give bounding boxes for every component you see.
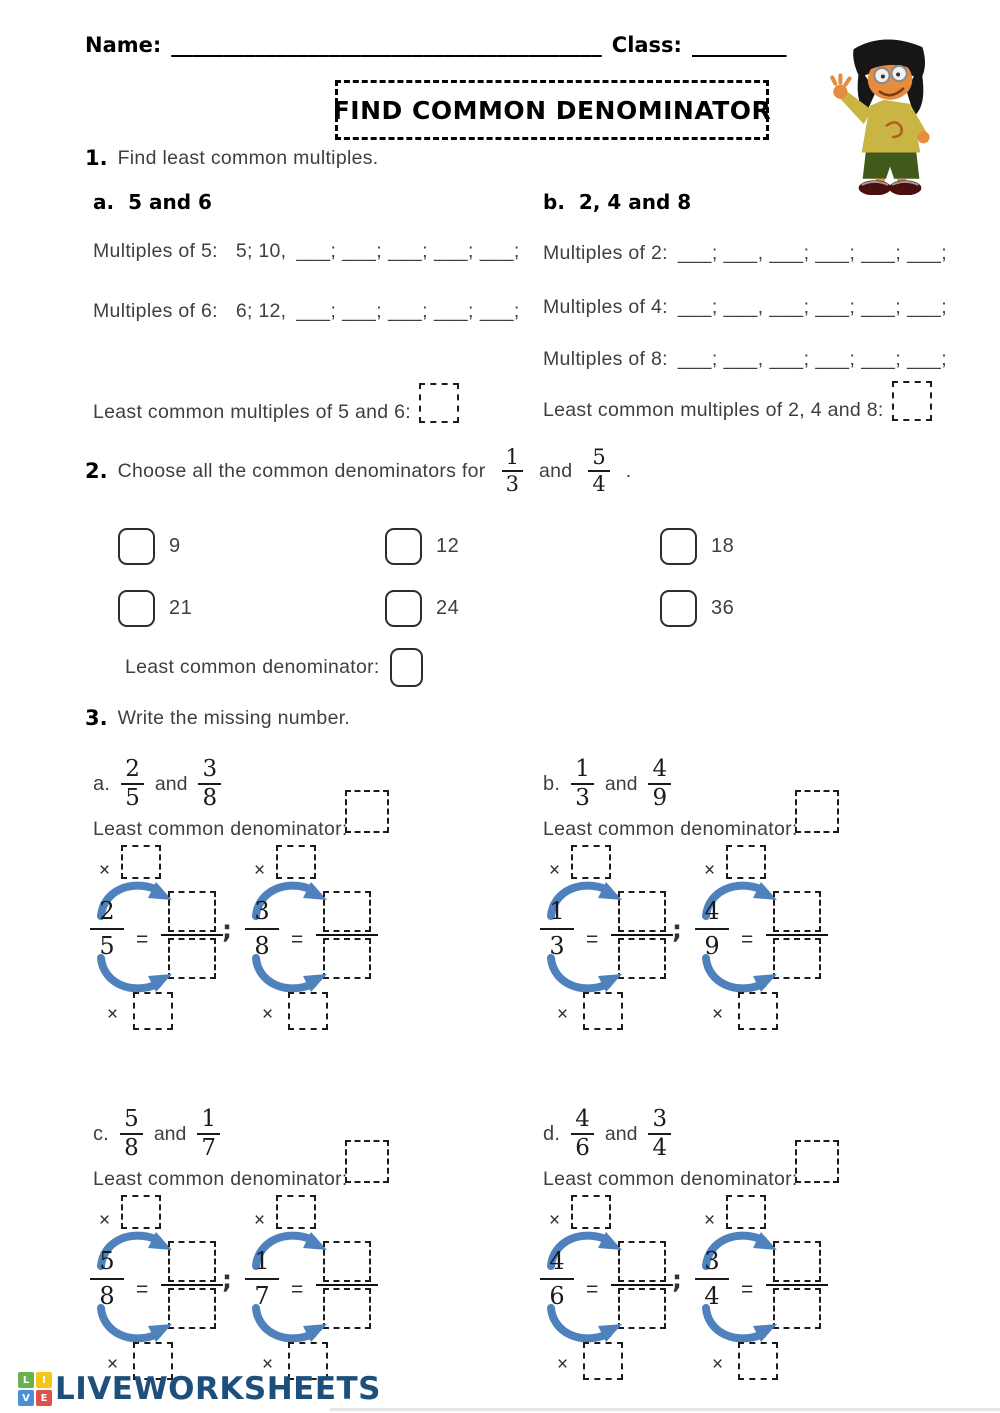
lcm-answer-box[interactable] — [419, 383, 459, 423]
part-header — [543, 1092, 993, 1176]
class-blank-field[interactable]: _________ — [691, 33, 787, 57]
lcd-answer-box[interactable] — [345, 1140, 389, 1183]
multiplier-answer-box[interactable] — [571, 845, 611, 879]
multiplier-answer-box[interactable] — [726, 845, 766, 879]
and-label: and — [153, 1122, 187, 1145]
conversion-diagram — [543, 845, 973, 1045]
multiplier-answer-box[interactable] — [571, 1195, 611, 1229]
fill-in-blanks[interactable]: ___; ___, ___; ___; ___; ___; — [677, 296, 948, 318]
exercise-3a — [93, 742, 543, 1052]
fraction-bar — [611, 934, 673, 936]
lcm-label: Least common multiples of 2, 4 and 8: — [543, 398, 884, 421]
page-edge-artifact — [330, 1408, 1000, 1411]
lcd-label: Least common denominator: — [543, 1168, 798, 1190]
conversion-diagram — [93, 1195, 523, 1395]
multiplier-answer-box[interactable] — [276, 1195, 316, 1229]
numerator-answer-box[interactable] — [618, 1241, 666, 1282]
multiples-label: Multiples of 4: — [543, 296, 668, 318]
multiplier-answer-box[interactable] — [583, 992, 623, 1030]
multiplier-answer-box[interactable] — [738, 1342, 778, 1380]
multiply-sign: × — [99, 860, 111, 881]
exercise-3b — [543, 742, 993, 1052]
name-blank-field[interactable]: _________________________________________ — [171, 33, 602, 57]
section-2-title: Choose all the common denominators for — [117, 459, 486, 482]
equals-sign: = — [291, 928, 304, 951]
checkbox[interactable] — [660, 528, 697, 565]
semicolon-separator: ; — [222, 915, 232, 944]
lcd-answer-box[interactable] — [390, 648, 423, 687]
period: . — [625, 459, 632, 482]
lcd-answer-box[interactable] — [795, 1140, 839, 1183]
logo-tiles — [18, 1372, 52, 1406]
fraction-bar — [161, 1284, 223, 1286]
multiples-label: Multiples of 5: — [93, 240, 218, 262]
checkbox[interactable] — [118, 528, 155, 565]
fraction-bar — [766, 934, 828, 936]
multiply-sign: × — [557, 1004, 569, 1025]
lcd-answer-box[interactable] — [795, 790, 839, 833]
and-label: and — [154, 772, 188, 795]
cartoon-kid-illustration — [823, 33, 955, 195]
part-header — [93, 1092, 543, 1176]
exercise-1a-heading — [93, 190, 212, 214]
worksheet-title: FIND COMMON DENOMINATOR — [335, 80, 769, 140]
multiply-sign: × — [549, 860, 561, 881]
multiply-sign: × — [262, 1354, 274, 1375]
numerator-answer-box[interactable] — [168, 891, 216, 932]
numerator-answer-box[interactable] — [323, 1241, 371, 1282]
numerator-answer-box[interactable] — [323, 891, 371, 932]
fill-in-blanks[interactable]: ___; ___; ___; ___; ___; — [296, 300, 520, 322]
multiply-sign: × — [704, 860, 716, 881]
section-1-title: Find least common multiples. — [117, 146, 379, 169]
multiply-sign: × — [704, 1210, 716, 1231]
part-header — [543, 742, 993, 826]
lcm-label: Least common multiples of 5 and 6: — [93, 400, 412, 423]
fill-in-blanks[interactable]: ___; ___; ___; ___; ___; — [296, 240, 520, 262]
semicolon-separator: ; — [222, 1265, 232, 1294]
part-header — [93, 742, 543, 826]
multiply-sign: × — [262, 1004, 274, 1025]
logo-tile: L — [18, 1372, 34, 1388]
item-a-numbers: 5 and 6 — [128, 190, 212, 214]
name-class-row — [85, 33, 786, 57]
conversion-diagram — [543, 1195, 973, 1395]
fraction-conversion-unit — [540, 1195, 675, 1390]
multiplier-answer-box[interactable] — [738, 992, 778, 1030]
fraction-conversion-unit — [695, 1195, 830, 1390]
and-label: and — [604, 1122, 638, 1145]
part-label: a. — [93, 772, 111, 795]
multiply-sign: × — [712, 1004, 724, 1025]
fraction: $\frac{1}{7}$ — [197, 1107, 220, 1162]
fraction: $\frac{3}{8}$ — [198, 757, 221, 812]
multiples-line — [93, 300, 520, 323]
exercise-3d — [543, 1092, 993, 1402]
multiply-sign: × — [557, 1354, 569, 1375]
logo-tile: V — [18, 1390, 34, 1406]
source-fraction: $\frac{3}{4}$ — [695, 1248, 729, 1310]
semicolon-separator: ; — [672, 1265, 682, 1294]
section-2-number: 2. — [85, 459, 108, 484]
option-36 — [660, 590, 734, 627]
source-fraction: $\frac{4}{6}$ — [540, 1248, 574, 1310]
fraction: $\frac{1}{3}$ — [571, 757, 594, 812]
class-label: Class: — [611, 33, 682, 57]
and-label: and — [604, 772, 638, 795]
multiples-label: Multiples of 2: — [543, 242, 668, 264]
source-fraction: $\frac{2}{5}$ — [90, 898, 124, 960]
section-1-number: 1. — [85, 146, 108, 170]
fraction-bar — [316, 934, 378, 936]
equals-sign: = — [136, 1278, 149, 1301]
numerator-answer-box[interactable] — [618, 891, 666, 932]
name-label: Name: — [85, 33, 162, 57]
option-18 — [660, 528, 734, 565]
checkbox[interactable] — [660, 590, 697, 627]
lcm-row-a — [93, 392, 459, 432]
fraction-bar — [611, 1284, 673, 1286]
multiplier-answer-box[interactable] — [726, 1195, 766, 1229]
part-label: d. — [543, 1122, 561, 1145]
fraction-conversion-unit — [245, 845, 380, 1040]
checkbox[interactable] — [385, 590, 422, 627]
multiplier-answer-box[interactable] — [133, 992, 173, 1030]
semicolon-separator: ; — [672, 915, 682, 944]
liveworksheets-logo[interactable] — [18, 1371, 381, 1407]
fraction-bar — [766, 1284, 828, 1286]
source-fraction: $\frac{4}{9}$ — [695, 898, 729, 960]
lcd-label: Least common denominator: — [543, 818, 798, 840]
option-label: 36 — [711, 597, 735, 619]
source-fraction: $\frac{1}{3}$ — [540, 898, 574, 960]
multiples-line — [543, 242, 947, 265]
exercise-3c — [93, 1092, 543, 1402]
fraction-conversion-unit — [245, 1195, 380, 1390]
part-label: c. — [93, 1122, 110, 1145]
fraction-conversion-unit — [695, 845, 830, 1040]
numerator-answer-box[interactable] — [773, 1241, 821, 1282]
fraction-five-fourths: $\frac{5}{4}$ — [588, 446, 609, 496]
multiples-line — [93, 240, 520, 263]
logo-text: LIVEWORKSHEETS — [55, 1371, 381, 1407]
option-label: 18 — [711, 535, 735, 557]
multiplier-answer-box[interactable] — [121, 1195, 161, 1229]
option-24 — [385, 590, 459, 627]
checkbox[interactable] — [385, 528, 422, 565]
multiplier-answer-box[interactable] — [583, 1342, 623, 1380]
conversion-diagram — [93, 845, 523, 1045]
fraction-conversion-unit — [90, 1195, 225, 1390]
given-values: 6; 12, — [235, 300, 287, 322]
multiply-sign: × — [107, 1004, 119, 1025]
multiply-sign: × — [712, 1354, 724, 1375]
section-2-heading — [85, 446, 632, 496]
source-fraction: $\frac{5}{8}$ — [90, 1248, 124, 1310]
equals-sign: = — [741, 1278, 754, 1301]
equals-sign: = — [136, 928, 149, 951]
lcm-answer-box[interactable] — [892, 381, 932, 421]
multiples-label: Multiples of 8: — [543, 348, 668, 370]
equals-sign: = — [741, 928, 754, 951]
section-3-number: 3. — [85, 706, 108, 730]
multiplier-answer-box[interactable] — [288, 992, 328, 1030]
equals-sign: = — [586, 928, 599, 951]
multiplier-answer-box[interactable] — [121, 845, 161, 879]
multiply-sign: × — [549, 1210, 561, 1231]
given-values: 5; 10, — [235, 240, 287, 262]
lcd-label: Least common denominator: — [93, 1168, 348, 1190]
item-a-label: a. — [93, 190, 115, 214]
item-b-numbers: 2, 4 and 8 — [578, 190, 692, 214]
fraction-one-third: $\frac{1}{3}$ — [502, 446, 523, 496]
fraction: $\frac{3}{4}$ — [648, 1107, 671, 1162]
logo-tile: E — [36, 1390, 52, 1406]
equals-sign: = — [586, 1278, 599, 1301]
lcd-answer-box[interactable] — [345, 790, 389, 833]
equals-sign: = — [291, 1278, 304, 1301]
option-12 — [385, 528, 459, 565]
section-3-title: Write the missing number. — [117, 706, 351, 729]
numerator-answer-box[interactable] — [773, 891, 821, 932]
multiples-label: Multiples of 6: — [93, 300, 218, 322]
fraction-bar — [316, 1284, 378, 1286]
multiply-sign: × — [107, 1354, 119, 1375]
fraction-conversion-unit — [540, 845, 675, 1040]
multiples-line — [543, 296, 947, 319]
fill-in-blanks[interactable]: ___; ___, ___; ___; ___; ___; — [677, 242, 948, 264]
option-9 — [118, 528, 181, 565]
fraction: $\frac{4}{6}$ — [571, 1107, 594, 1162]
part-label: b. — [543, 772, 561, 795]
fraction: $\frac{4}{9}$ — [648, 757, 671, 812]
numerator-answer-box[interactable] — [168, 1241, 216, 1282]
logo-tile: I — [36, 1372, 52, 1388]
and-label: and — [538, 459, 573, 482]
exercise-1b-heading — [543, 190, 691, 214]
section-1-heading — [85, 146, 379, 170]
fraction-bar — [161, 934, 223, 936]
lcd-label: Least common denominator: — [93, 818, 348, 840]
multiplier-answer-box[interactable] — [276, 845, 316, 879]
fraction: $\frac{2}{5}$ — [121, 757, 144, 812]
section-3-heading — [85, 706, 350, 730]
multiples-line — [543, 348, 947, 371]
option-label: 24 — [436, 597, 460, 619]
multiply-sign: × — [254, 860, 266, 881]
item-b-label: b. — [543, 190, 565, 214]
option-label: 12 — [436, 535, 460, 557]
fraction-conversion-unit — [90, 845, 225, 1040]
multiply-sign: × — [254, 1210, 266, 1231]
fraction: $\frac{5}{8}$ — [120, 1107, 143, 1162]
source-fraction: $\frac{3}{8}$ — [245, 898, 279, 960]
fill-in-blanks[interactable]: ___; ___, ___; ___; ___; ___; — [677, 348, 948, 370]
source-fraction: $\frac{1}{7}$ — [245, 1248, 279, 1310]
lcm-row-b — [543, 390, 932, 430]
checkbox[interactable] — [118, 590, 155, 627]
lcd-label: Least common denominator: — [125, 656, 380, 678]
option-label: 9 — [169, 535, 181, 557]
option-label: 21 — [169, 597, 193, 619]
option-21 — [118, 590, 192, 627]
multiply-sign: × — [99, 1210, 111, 1231]
lcd-row — [125, 648, 423, 687]
